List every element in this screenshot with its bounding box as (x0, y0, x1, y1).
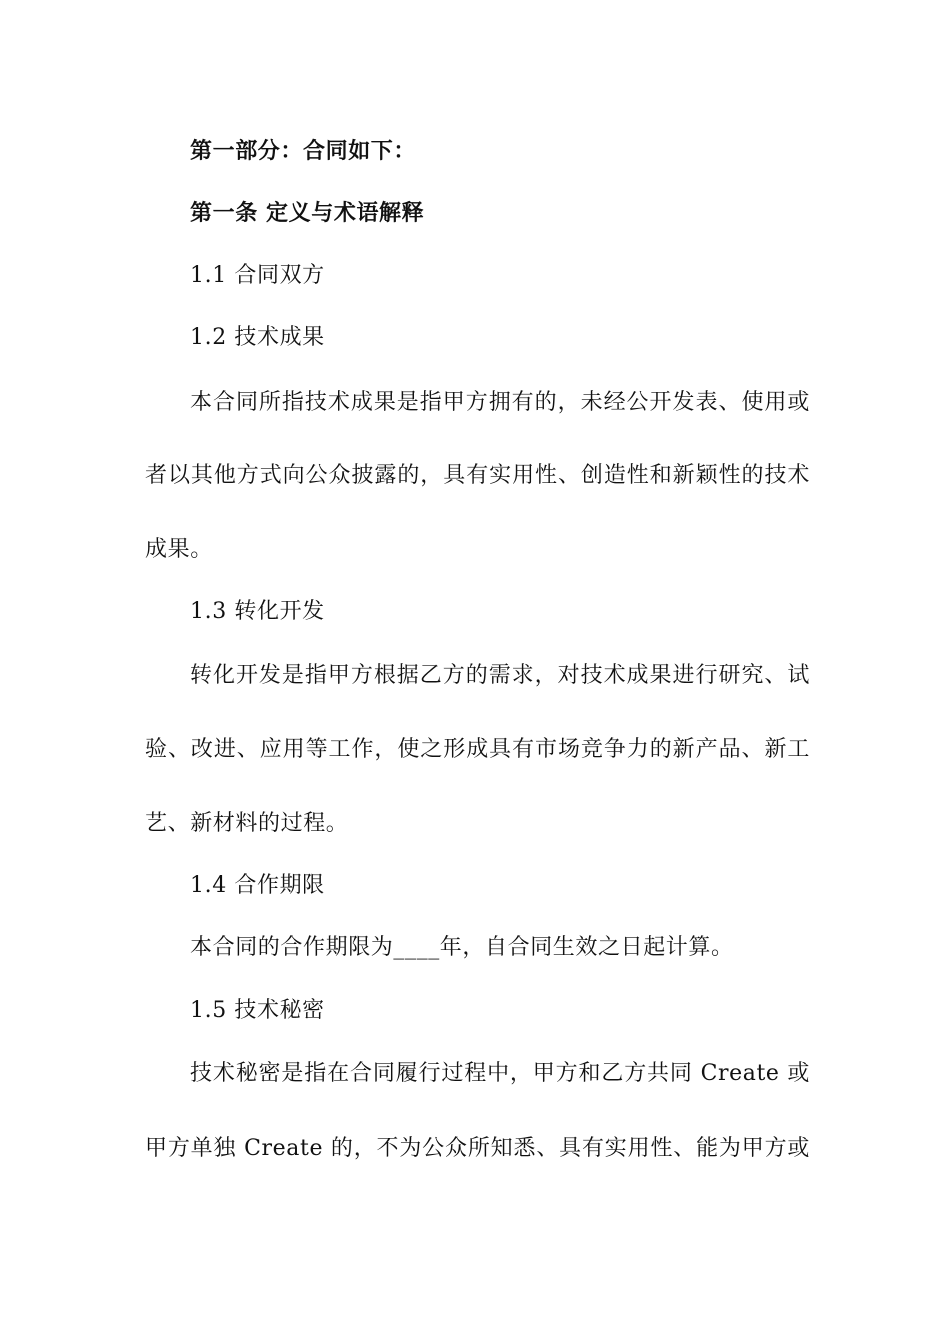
section-title-1-4: 1.4 合作期限 (190, 873, 325, 898)
section-title-1-2: 1.2 技术成果 (190, 325, 325, 350)
paragraph-line: 技术秘密是指在合同履行过程中，甲方和乙方共同 Create 或 (190, 1061, 810, 1086)
paragraph-line: 本合同的合作期限为____年，自合同生效之日起计算。 (190, 935, 734, 960)
section-title-1-3: 1.3 转化开发 (190, 599, 325, 624)
section-title-1-5: 1.5 技术秘密 (190, 998, 325, 1023)
paragraph-line: 验、改进、应用等工作，使之形成具有市场竞争力的新产品、新工 (145, 737, 810, 762)
paragraph-line: 成果。 (145, 537, 213, 562)
part-heading: 第一部分：合同如下： (190, 139, 417, 164)
section-title-1-1: 1.1 合同双方 (190, 263, 325, 288)
paragraph-line: 者以其他方式向公众披露的，具有实用性、创造性和新颖性的技术 (145, 463, 810, 488)
article-heading: 第一条 定义与术语解释 (190, 201, 425, 226)
paragraph-line: 甲方单独 Create 的，不为公众所知悉、具有实用性、能为甲方或 (145, 1136, 810, 1161)
paragraph-line: 转化开发是指甲方根据乙方的需求，对技术成果进行研究、试 (190, 663, 810, 688)
paragraph-line: 本合同所指技术成果是指甲方拥有的，未经公开发表、使用或 (190, 390, 810, 415)
paragraph-line: 艺、新材料的过程。 (145, 811, 349, 836)
